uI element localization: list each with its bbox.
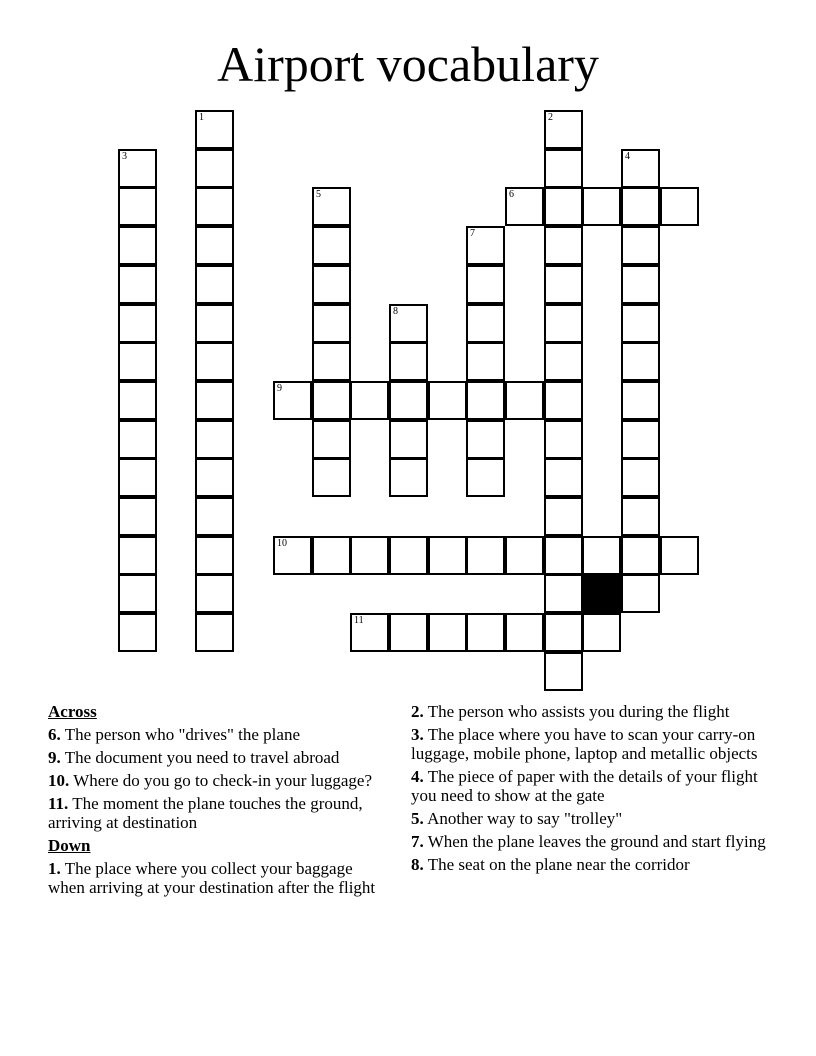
- crossword-cell[interactable]: [505, 187, 544, 226]
- crossword-cell[interactable]: [273, 536, 312, 575]
- crossword-cell[interactable]: [118, 574, 157, 613]
- crossword-block-cell: [582, 574, 621, 613]
- crossword-cell[interactable]: [544, 497, 583, 536]
- crossword-cell[interactable]: [350, 613, 389, 652]
- crossword-cell[interactable]: [195, 420, 234, 459]
- clues-right-column: [411, 702, 771, 878]
- crossword-cell[interactable]: [466, 226, 505, 265]
- crossword-cell[interactable]: [621, 226, 660, 265]
- clue-across-11: [48, 794, 383, 832]
- clue-text: The piece of paper with the details of your flight you need to show at the gate: [411, 767, 758, 805]
- crossword-cell[interactable]: [195, 613, 234, 652]
- crossword-cell[interactable]: [312, 265, 351, 304]
- crossword-cell[interactable]: [544, 187, 583, 226]
- crossword-cell[interactable]: [118, 613, 157, 652]
- crossword-cell[interactable]: [118, 497, 157, 536]
- clue-number: 9.: [48, 748, 61, 767]
- clue-number: 1.: [48, 859, 61, 878]
- crossword-cell[interactable]: [389, 536, 428, 575]
- crossword-cell[interactable]: [544, 458, 583, 497]
- crossword-cell[interactable]: [195, 342, 234, 381]
- crossword-cell[interactable]: [466, 304, 505, 343]
- crossword-cell[interactable]: [312, 342, 351, 381]
- crossword-cell[interactable]: [118, 265, 157, 304]
- clue-across-9: [48, 748, 383, 767]
- crossword-cell[interactable]: [544, 265, 583, 304]
- clue-number: 7.: [411, 832, 424, 851]
- clue-text: The place where you have to scan your carry-on luggage, mobile phone, laptop and metallic objects: [411, 725, 758, 763]
- crossword-cell[interactable]: [466, 420, 505, 459]
- crossword-cell[interactable]: [544, 420, 583, 459]
- crossword-cell[interactable]: [118, 420, 157, 459]
- crossword-cell[interactable]: [544, 342, 583, 381]
- crossword-cell[interactable]: [389, 304, 428, 343]
- crossword-cell[interactable]: [428, 613, 467, 652]
- crossword-cell[interactable]: [389, 458, 428, 497]
- crossword-cell[interactable]: [312, 458, 351, 497]
- clues-left-column: [48, 702, 383, 901]
- crossword-cell[interactable]: [621, 342, 660, 381]
- crossword-cell[interactable]: [544, 613, 583, 652]
- crossword-cell[interactable]: [118, 458, 157, 497]
- crossword-cell[interactable]: [621, 420, 660, 459]
- crossword-cell[interactable]: [195, 187, 234, 226]
- down-heading: Down: [48, 836, 91, 855]
- clue-number: 11.: [48, 794, 69, 813]
- clue-down-7: [411, 832, 771, 851]
- crossword-cell[interactable]: [582, 536, 621, 575]
- crossword-cell[interactable]: [389, 381, 428, 420]
- crossword-cell[interactable]: [660, 187, 699, 226]
- crossword-cell[interactable]: [466, 536, 505, 575]
- clue-number-label: 1: [199, 112, 204, 123]
- crossword-cell[interactable]: [389, 420, 428, 459]
- clue-number-label: 8: [393, 306, 398, 317]
- crossword-cell[interactable]: [621, 187, 660, 226]
- crossword-cell[interactable]: [621, 381, 660, 420]
- clue-text: The place where you collect your baggage when arriving at your destination after the flight: [48, 859, 376, 897]
- crossword-cell[interactable]: [466, 265, 505, 304]
- crossword-cell[interactable]: [544, 149, 583, 188]
- crossword-cell[interactable]: [389, 613, 428, 652]
- across-heading: Across: [48, 702, 97, 721]
- clue-number-label: 9: [277, 383, 282, 394]
- crossword-cell[interactable]: [195, 381, 234, 420]
- crossword-cell[interactable]: [350, 381, 389, 420]
- clue-number-label: 4: [625, 151, 630, 162]
- clue-text: The seat on the plane near the corridor: [427, 855, 690, 874]
- clue-down-2: [411, 702, 771, 721]
- clue-down-8: [411, 855, 771, 874]
- crossword-cell[interactable]: [621, 149, 660, 188]
- crossword-cell[interactable]: [195, 110, 234, 149]
- clue-number-label: 6: [509, 189, 514, 200]
- crossword-cell[interactable]: [660, 536, 699, 575]
- clue-number-label: 10: [277, 538, 287, 549]
- crossword-cell[interactable]: [582, 613, 621, 652]
- crossword-cell[interactable]: [118, 342, 157, 381]
- crossword-cell[interactable]: [312, 226, 351, 265]
- crossword-cell[interactable]: [312, 536, 351, 575]
- clue-text: When the plane leaves the ground and start flying: [427, 832, 766, 851]
- clue-across-10: [48, 771, 383, 790]
- crossword-cell[interactable]: [466, 458, 505, 497]
- crossword-cell[interactable]: [195, 458, 234, 497]
- crossword-cell[interactable]: [544, 536, 583, 575]
- crossword-cell[interactable]: [195, 149, 234, 188]
- crossword-cell[interactable]: [273, 381, 312, 420]
- crossword-cell[interactable]: [544, 652, 583, 691]
- clue-number: 6.: [48, 725, 61, 744]
- crossword-cell[interactable]: [312, 381, 351, 420]
- clue-number: 8.: [411, 855, 424, 874]
- crossword-cell[interactable]: [118, 187, 157, 226]
- crossword-cell[interactable]: [195, 226, 234, 265]
- crossword-cell[interactable]: [118, 304, 157, 343]
- clue-text: The person who assists you during the flight: [427, 702, 730, 721]
- clue-down-1: [48, 859, 383, 897]
- clue-number: 4.: [411, 767, 424, 786]
- clue-number: 3.: [411, 725, 424, 744]
- crossword-cell[interactable]: [544, 110, 583, 149]
- clue-text: The moment the plane touches the ground, arriving at destination: [48, 794, 363, 832]
- crossword-cell[interactable]: [505, 613, 544, 652]
- crossword-cell[interactable]: [312, 420, 351, 459]
- clue-number-label: 3: [122, 151, 127, 162]
- page-title: Airport vocabulary: [217, 36, 599, 92]
- crossword-cell[interactable]: [621, 497, 660, 536]
- clue-down-3: [411, 725, 771, 763]
- crossword-cell[interactable]: [428, 536, 467, 575]
- crossword-cell[interactable]: [118, 381, 157, 420]
- crossword-cell[interactable]: [389, 342, 428, 381]
- clue-down-4: [411, 767, 771, 805]
- clue-text: The document you need to travel abroad: [64, 748, 340, 767]
- clue-number: 10.: [48, 771, 70, 790]
- crossword-cell[interactable]: [118, 226, 157, 265]
- crossword-cell[interactable]: [195, 304, 234, 343]
- crossword-cell[interactable]: [195, 536, 234, 575]
- crossword-cell[interactable]: [195, 497, 234, 536]
- crossword-cell[interactable]: [195, 574, 234, 613]
- clue-down-5: [411, 809, 771, 828]
- crossword-cell[interactable]: [195, 265, 234, 304]
- crossword-cell[interactable]: [544, 574, 583, 613]
- crossword-cell[interactable]: [582, 187, 621, 226]
- clue-across-6: [48, 725, 383, 744]
- crossword-cell[interactable]: [466, 342, 505, 381]
- crossword-cell[interactable]: [621, 458, 660, 497]
- crossword-cell[interactable]: [621, 574, 660, 613]
- clue-text: Another way to say "trolley": [427, 809, 623, 828]
- crossword-cell[interactable]: [544, 226, 583, 265]
- crossword-cell[interactable]: [350, 536, 389, 575]
- crossword-cell[interactable]: [621, 536, 660, 575]
- crossword-cell[interactable]: [466, 381, 505, 420]
- clue-number-label: 2: [548, 112, 553, 123]
- clue-number-label: 7: [470, 228, 475, 239]
- crossword-cell[interactable]: [428, 381, 467, 420]
- crossword-cell[interactable]: [544, 381, 583, 420]
- clue-number-label: 5: [316, 189, 321, 200]
- clue-text: Where do you go to check-in your luggage?: [73, 771, 373, 790]
- crossword-cell[interactable]: [466, 613, 505, 652]
- crossword-cell[interactable]: [621, 304, 660, 343]
- clue-number: 5.: [411, 809, 424, 828]
- clue-number: 2.: [411, 702, 424, 721]
- crossword-cell[interactable]: [544, 304, 583, 343]
- crossword-cell[interactable]: [505, 536, 544, 575]
- crossword-cell[interactable]: [505, 381, 544, 420]
- clue-number-label: 11: [354, 615, 364, 626]
- crossword-cell[interactable]: [118, 536, 157, 575]
- crossword-cell[interactable]: [312, 304, 351, 343]
- clue-text: The person who "drives" the plane: [64, 725, 300, 744]
- crossword-cell[interactable]: [621, 265, 660, 304]
- crossword-cell[interactable]: [312, 187, 351, 226]
- crossword-cell[interactable]: [118, 149, 157, 188]
